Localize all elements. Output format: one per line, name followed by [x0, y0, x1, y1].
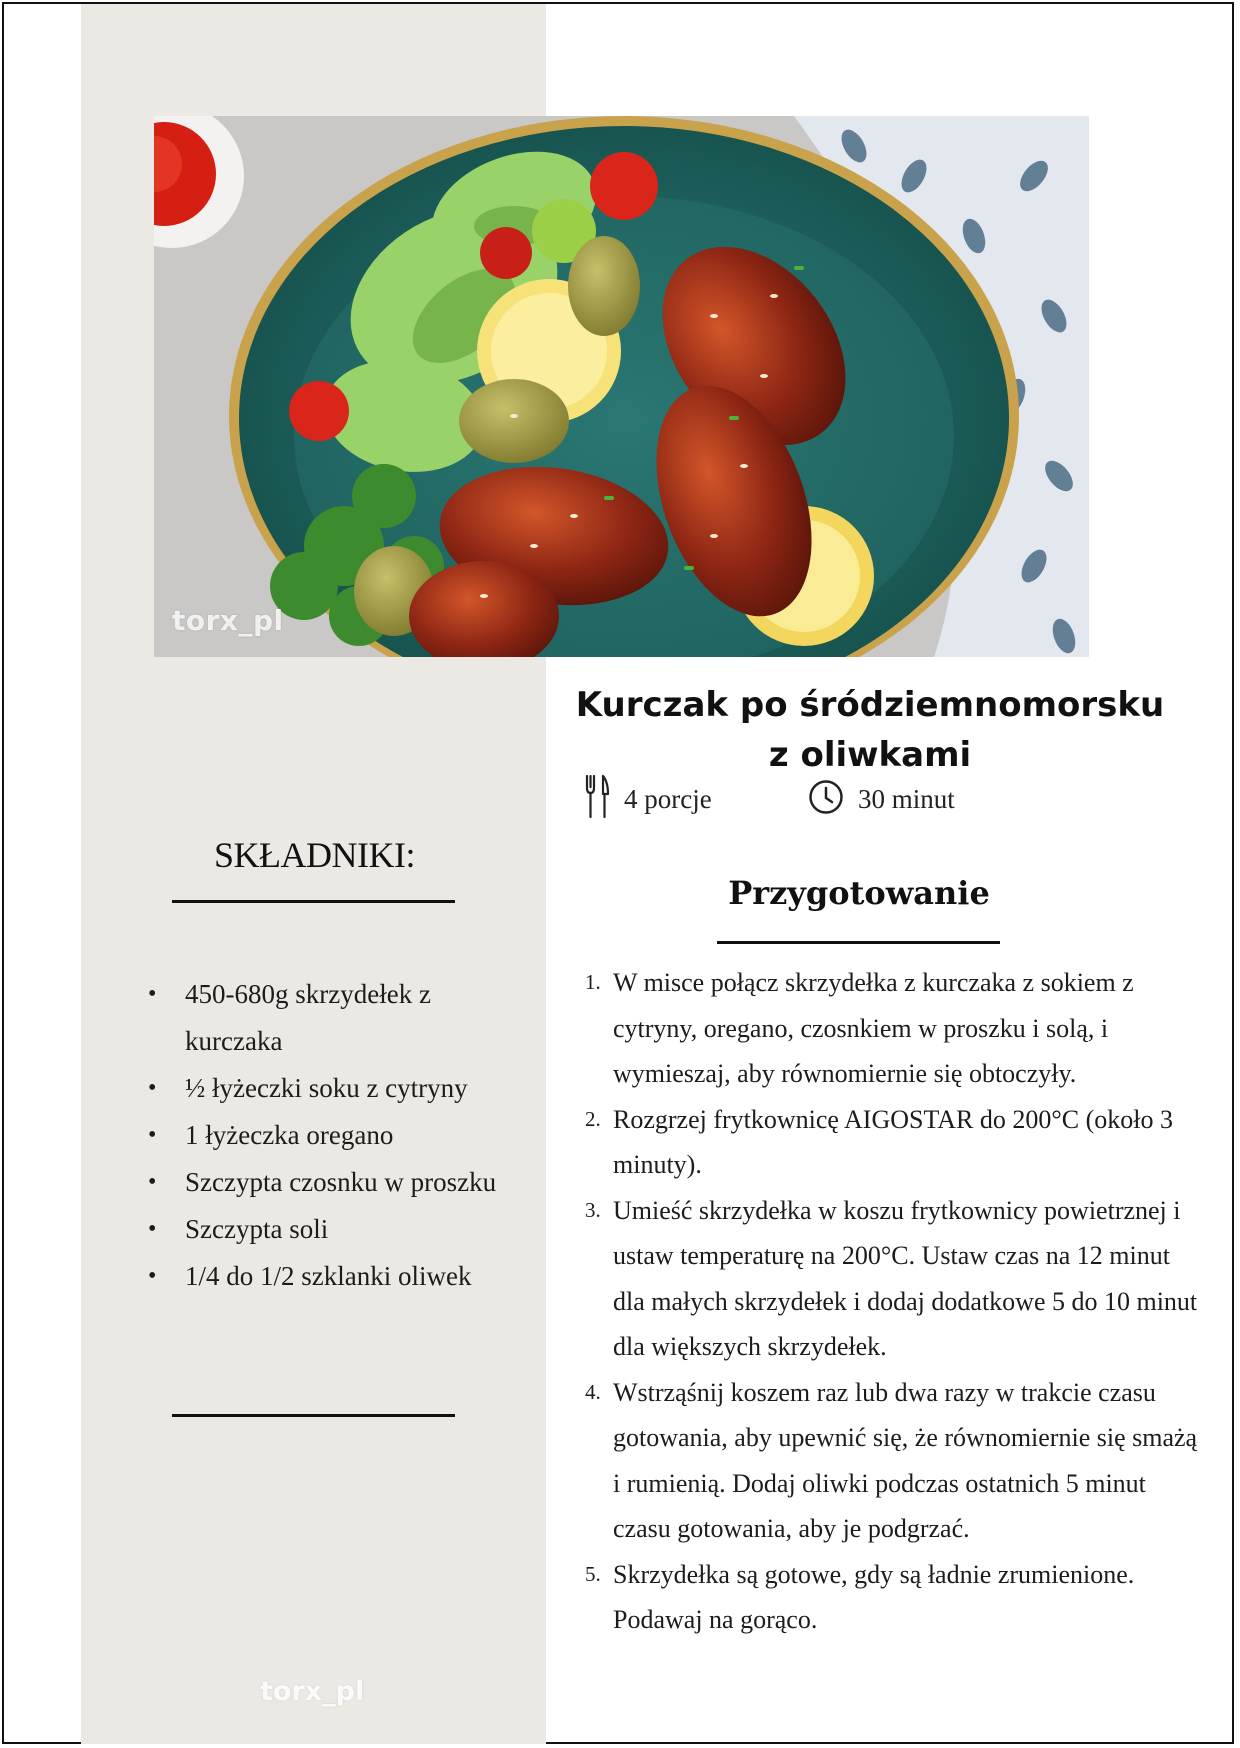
- time-info: [808, 775, 955, 823]
- recipe-title-line1: Kurczak po śródziemnomorsku: [575, 685, 1165, 725]
- step-item: [585, 1370, 1205, 1552]
- preparation-steps: [585, 960, 1205, 1643]
- ingredient-item: • 1 łyżeczka oregano: [148, 1112, 528, 1159]
- ingredients-list: [148, 971, 528, 1300]
- step-item: [585, 1188, 1205, 1370]
- bottom-watermark: torx_pl: [260, 1676, 365, 1707]
- step-number: 2.: [585, 1106, 601, 1131]
- step-text: Umieść skrzydełka w koszu frytkownicy powietrznej i ustaw temperaturę na 200°C. Ustaw czas na 12 minut dla małych skrzydełek i dodaj dodatkowe 5 do 10 minut dla większych skrzydełek.: [613, 1195, 1198, 1361]
- ingredient-item: • Szczypta czosnku w proszku: [148, 1159, 528, 1206]
- time-label: 30 minut: [858, 783, 955, 814]
- step-text: Skrzydełka są gotowe, gdy są ładnie zrumienione. Podawaj na gorąco.: [613, 1559, 1135, 1634]
- step-text: Rozgrzej frytkownicę AIGOSTAR do 200°C (około 3 minuty).: [613, 1104, 1174, 1179]
- recipe-photo: [154, 116, 1089, 657]
- step-number: 3.: [585, 1197, 601, 1222]
- ingredients-divider-bottom: [172, 1414, 455, 1417]
- photo-watermark: torx_pl: [172, 604, 284, 637]
- step-item: [585, 1552, 1205, 1643]
- preparation-heading: Przygotowanie: [728, 874, 990, 912]
- step-text: W misce połącz skrzydełka z kurczaka z sokiem z cytryny, oregano, czosnkiem w proszku i solą, i wymieszaj, aby równomiernie się obtoczyły.: [613, 968, 1134, 1088]
- portions-label: 4 porcje: [624, 783, 712, 814]
- recipe-title: [550, 680, 1190, 780]
- step-number: 5.: [585, 1561, 601, 1586]
- step-item: [585, 960, 1205, 1097]
- preparation-divider: [717, 941, 1000, 944]
- ingredients-divider-top: [172, 900, 455, 903]
- fork-knife-icon: [584, 774, 610, 824]
- step-text: Wstrząśnij koszem raz lub dwa razy w trakcie czasu gotowania, aby upewnić się, że równomiernie się smażą i rumienią. Dodaj oliwki podczas ostatnich 5 minut czasu gotowania, aby je podgrzać.: [613, 1377, 1198, 1543]
- step-number: 1.: [585, 970, 601, 994]
- ingredient-item: • ½ łyżeczki soku z cytryny: [148, 1065, 528, 1112]
- recipe-title-line2: z oliwkami: [768, 735, 972, 775]
- ingredient-item: • 450-680g skrzydełek z kurczaka: [148, 971, 528, 1065]
- ingredient-item: • 1/4 do 1/2 szklanki oliwek: [148, 1253, 528, 1300]
- ingredients-heading: SKŁADNIKI:: [214, 835, 415, 875]
- portions-info: [584, 775, 712, 823]
- step-item: [585, 1097, 1205, 1188]
- clock-icon: [808, 779, 844, 819]
- ingredient-item: • Szczypta soli: [148, 1206, 528, 1253]
- step-number: 4.: [585, 1379, 601, 1404]
